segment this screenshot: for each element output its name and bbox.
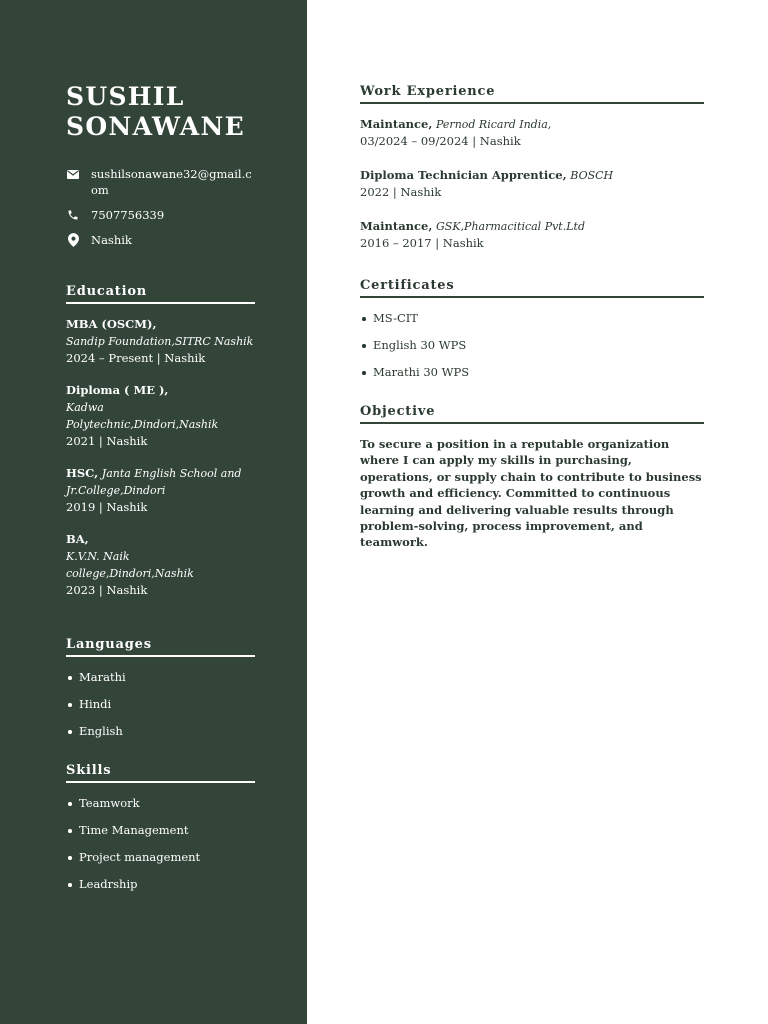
education-institution: K.V.N. Naik college,Dindori,Nashik [66,550,194,580]
contact-phone [66,207,255,223]
work-item [360,167,704,201]
skill-item: Teamwork [66,795,255,811]
skills-section [66,763,255,892]
work-title-line [360,116,704,133]
languages-section [66,637,255,739]
education-dates: 2024 – Present | Nashik [66,351,206,365]
education-item [66,531,255,599]
skills-list [66,795,255,892]
education-section [66,284,255,599]
last-name: SONAWANE [66,112,246,141]
work-dates: 03/2024 – 09/2024 | Nashik [360,134,521,148]
sidebar [0,0,307,1024]
education-institution-line [66,399,255,433]
work-title: Maintance, [360,219,433,233]
work-company: Pernod Ricard India, [436,118,552,131]
language-item: Hindi [66,696,255,712]
phone-text[interactable]: 7507756339 [91,208,165,222]
location-text: Nashik [91,233,132,247]
work-title-line [360,218,704,235]
education-dates: 2023 | Nashik [66,583,148,597]
work-list [360,116,704,252]
work-company: BOSCH [570,169,614,182]
certificate-item: English 30 WPS [360,337,704,353]
education-item [66,382,255,450]
education-degree: HSC, [66,466,99,480]
work-item [360,218,704,252]
work-company: GSK,Pharmacitical Pvt.Ltd [436,220,585,233]
work-title: Diploma Technician Apprentice, [360,168,567,182]
certificates-list [360,310,704,380]
work-item [360,116,704,150]
education-dates: 2019 | Nashik [66,500,148,514]
skill-item: Leadrship [66,876,255,892]
skills-heading: Skills [66,763,255,783]
certificate-item: MS-CIT [360,310,704,326]
objective-heading: Objective [360,404,704,424]
work-dates: 2022 | Nashik [360,185,442,199]
objective-text: To secure a position in a reputable organization where I can apply my skills in purchasing, operations, or supply chain to contribute to business growth and efficiency. Committed to continuous learning and delivering valuable results through problem-solving, process improvement, and teamwork. [360,437,702,550]
education-list [66,316,255,599]
language-item: Marathi [66,669,255,685]
education-institution: Kadwa Polytechnic,Dindori,Nashik [66,401,219,431]
language-item: English [66,723,255,739]
education-item [66,465,255,516]
main-content [360,84,704,551]
education-institution-line [66,333,255,350]
education-heading: Education [66,284,255,304]
mail-icon [66,166,80,182]
work-section [360,84,704,252]
skill-item: Time Management [66,822,255,838]
objective-section [360,404,704,551]
languages-heading: Languages [66,637,255,657]
work-dates: 2016 – 2017 | Nashik [360,236,484,250]
education-item [66,316,255,367]
work-heading: Work Experience [360,84,704,104]
education-institution: Janta English School and Jr.College,Dindori [66,467,242,497]
contact-info [66,166,255,248]
first-name: SUSHIL [66,82,185,111]
education-degree: BA, [66,532,89,546]
location-pin-icon [66,232,80,248]
phone-icon [66,207,80,223]
education-institution-line [66,548,255,582]
education-degree: Diploma ( ME ), [66,383,169,397]
education-institution: Sandip Foundation,SITRC Nashik [66,335,254,348]
education-degree: MBA (OSCM), [66,317,157,331]
contact-location [66,232,255,248]
work-title: Maintance, [360,117,433,131]
skill-item: Project management [66,849,255,865]
languages-list [66,669,255,739]
education-dates: 2021 | Nashik [66,434,148,448]
contact-email [66,166,255,198]
certificate-item: Marathi 30 WPS [360,364,704,380]
work-title-line [360,167,704,184]
email-text[interactable]: sushilsonawane32@gmail.com [91,167,252,197]
candidate-name [66,82,255,142]
certificates-section [360,278,704,380]
certificates-heading: Certificates [360,278,704,298]
